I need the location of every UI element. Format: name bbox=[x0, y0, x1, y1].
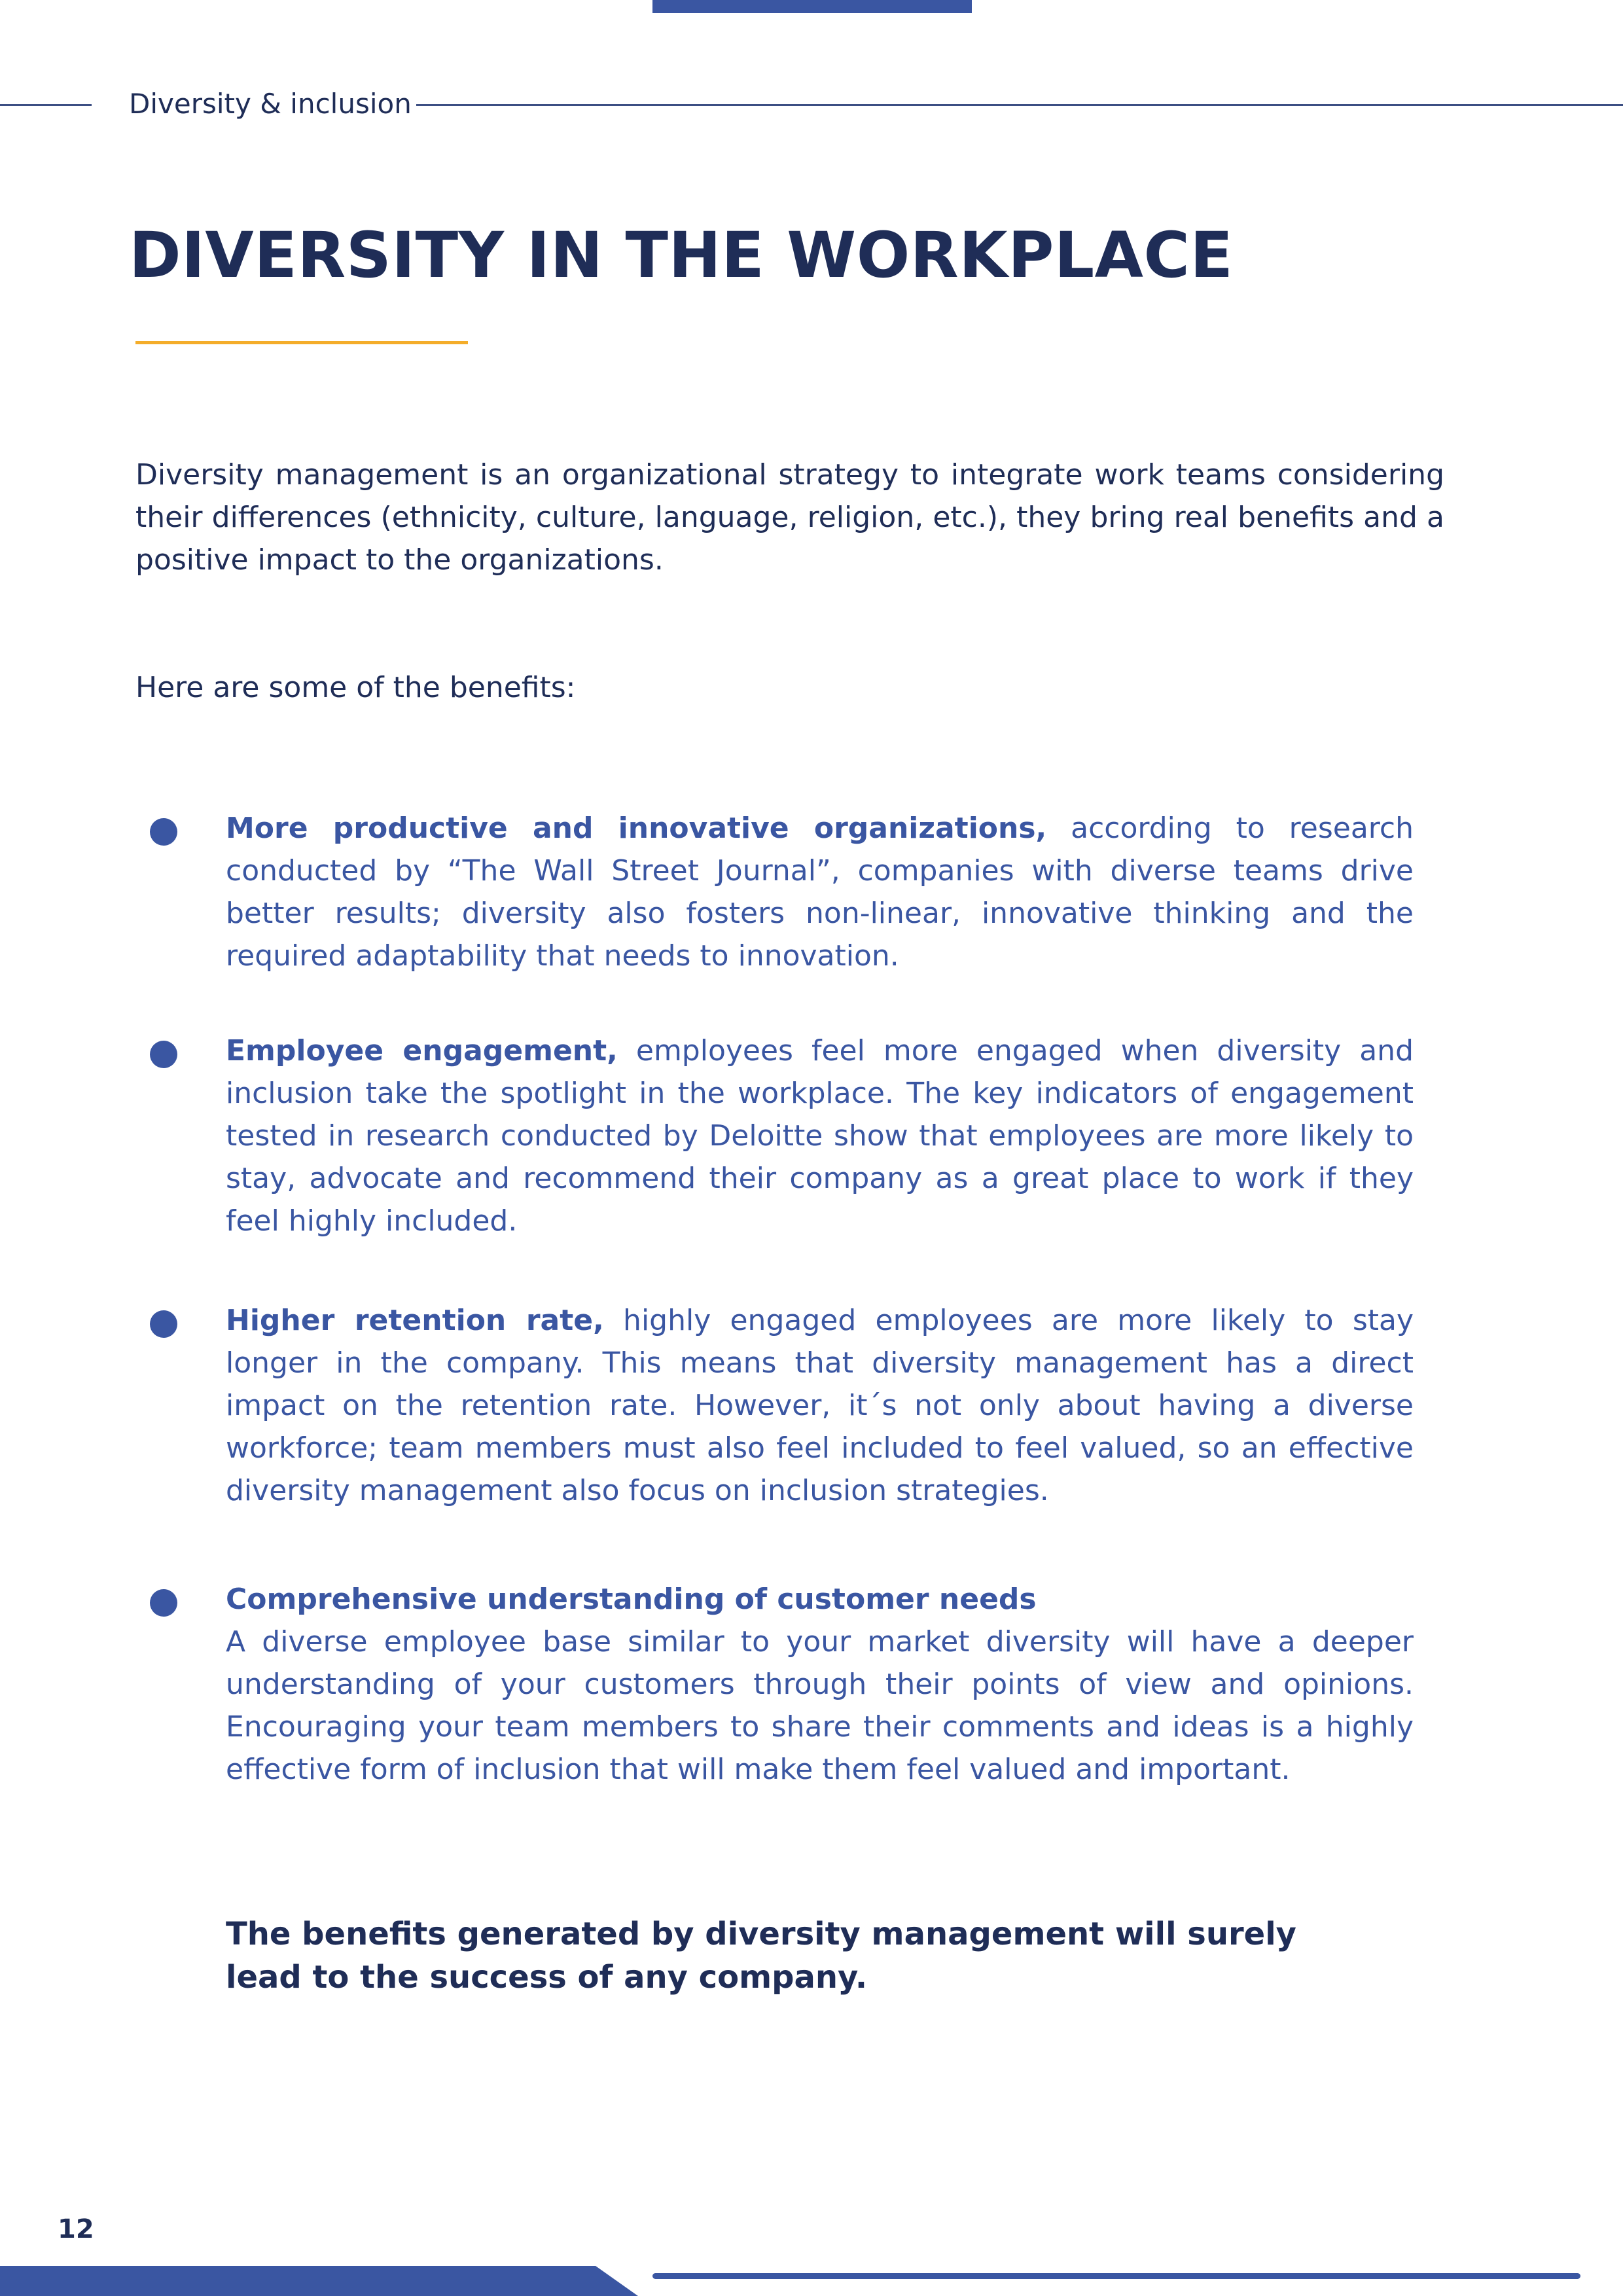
benefit-item bbox=[226, 807, 1414, 977]
benefit-heading: More productive and innovative organizations, bbox=[226, 812, 1047, 845]
benefit-body: employees feel more engaged when diversity and inclusion take the spotlight in the workplace. The key indicators of engagement tested in research conducted by Deloitte show that employees are more likely to stay, advocate and recommend their company as a great place to work if they feel highly included. bbox=[226, 1034, 1414, 1238]
header-rule-left bbox=[0, 104, 92, 106]
benefit-item bbox=[226, 1299, 1414, 1512]
conclusion-statement: The benefits generated by diversity management will surely lead to the success of any company. bbox=[226, 1916, 1296, 1996]
benefit-heading: Comprehensive understanding of customer needs bbox=[226, 1583, 1037, 1616]
bullet-icon bbox=[150, 1310, 177, 1338]
benefit-heading: Higher retention rate, bbox=[226, 1304, 604, 1337]
top-tab-decoration bbox=[652, 0, 972, 13]
benefit-heading: Employee engagement, bbox=[226, 1034, 618, 1067]
bullet-icon bbox=[150, 818, 177, 846]
bullet-icon bbox=[150, 1041, 177, 1068]
footer-band bbox=[0, 2266, 654, 2296]
title-underline bbox=[135, 341, 468, 344]
page-number: 12 bbox=[58, 2214, 94, 2244]
section-label: Diversity & inclusion bbox=[129, 88, 412, 120]
benefit-body: highly engaged employees are more likely to stay longer in the company. This means that diversity management has a direct impact on the retention rate. However, it´s not only about having a diverse workforce; team members must also feel included to feel valued, so an effective diversity management also focus on inclusion strategies. bbox=[226, 1304, 1414, 1507]
footer-rule bbox=[652, 2273, 1580, 2279]
benefit-body: according to research conducted by “The Wall Street Journal”, companies with diverse teams drive better results; diversity also fosters non-linear, innovative thinking and the required adaptability that needs to innovation. bbox=[226, 812, 1414, 973]
bullet-icon bbox=[150, 1589, 177, 1617]
header-rule-right bbox=[416, 104, 1623, 106]
benefit-item bbox=[226, 1030, 1414, 1242]
page-title: DIVERSITY IN THE WORKPLACE bbox=[129, 219, 1234, 292]
intro-paragraph: Diversity management is an organizational strategy to integrate work teams considering their differences (ethnicity, culture, language, religion, etc.), they bring real benefits and a positive impact to the organizations. bbox=[135, 458, 1444, 577]
benefits-lead: Here are some of the benefits: bbox=[135, 671, 576, 704]
benefit-item bbox=[226, 1578, 1414, 1791]
benefit-body: A diverse employee base similar to your market diversity will have a deeper understanding of your customers through their points of view and opinions. Encouraging your team members to share their comments and ideas is a highly effective form of inclusion that will make them feel valued and important. bbox=[226, 1625, 1414, 1786]
